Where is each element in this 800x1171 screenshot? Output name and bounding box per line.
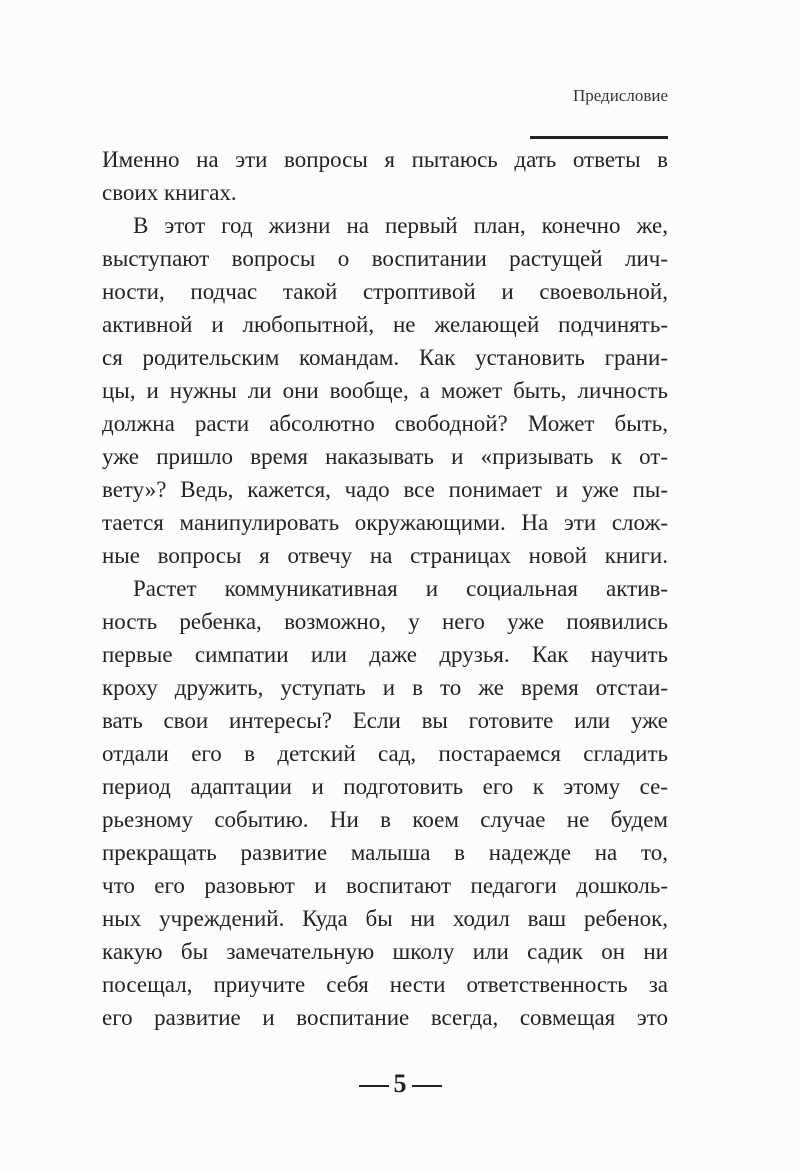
page-number-dash-left	[359, 1085, 389, 1087]
page-number-value: 5	[393, 1069, 407, 1098]
text-line: прекращать развитие малыша в надежде на то,	[102, 840, 668, 865]
text-line: рьезному событию. Ни в коем случае не будем	[102, 807, 668, 832]
text-line: своих книгах.	[102, 180, 237, 205]
text-line: Растет коммуникативная и социальная актив-	[133, 576, 668, 601]
text-line: период адаптации и подготовить его к этому се-	[102, 774, 668, 799]
text-line: посещал, приучите себя нести ответственность за	[102, 972, 668, 997]
text-line: уже пришло время наказывать и «призывать к от-	[102, 444, 668, 469]
body-text	[102, 143, 668, 1034]
text-line: выступают вопросы о воспитании растущей лич-	[102, 246, 668, 271]
text-line: какую бы замечательную школу или садик он ни	[102, 939, 668, 964]
text-line: цы, и нужны ли они вообще, а может быть, личность	[102, 378, 668, 403]
text-line: активной и любопытной, не желающей подчинять-	[102, 312, 668, 337]
header-rule	[530, 136, 668, 139]
text-line: его развитие и воспитание всегда, совмещая это	[102, 1005, 668, 1030]
text-line: кроху дружить, уступать и в то же время отстаи-	[102, 675, 668, 700]
text-line: ных учреждений. Куда бы ни ходил ваш ребенок,	[102, 906, 668, 931]
text-line: В этот год жизни на первый план, конечно же,	[133, 213, 668, 238]
text-line: ся родительским командам. Как установить грани-	[102, 345, 668, 370]
text-line: отдали его в детский сад, постараемся сгладить	[102, 741, 668, 766]
page-number-dash-right	[412, 1085, 442, 1087]
text-line: ные вопросы я отвечу на страницах новой книги.	[102, 543, 668, 568]
text-line: должна расти абсолютно свободной? Может быть,	[102, 411, 668, 436]
text-line: ности, подчас такой строптивой и своевольной,	[102, 279, 668, 304]
text-line: ность ребенка, возможно, у него уже появились	[102, 609, 668, 634]
text-line: что его разовьют и воспитают педагоги дошколь-	[102, 873, 668, 898]
text-line: Именно на эти вопросы я пытаюсь дать ответы в	[102, 147, 668, 172]
text-line: вать свои интересы? Если вы готовите или уже	[102, 708, 668, 733]
text-line: вету»? Ведь, кажется, чадо все понимает и уже пы-	[102, 477, 668, 502]
text-line: первые симпатии или даже друзья. Как научить	[102, 642, 668, 667]
text-line: тается манипулировать окружающими. На эти слож-	[102, 510, 668, 535]
running-head-title: Предисловие	[572, 86, 668, 105]
page-number	[0, 1068, 800, 1100]
